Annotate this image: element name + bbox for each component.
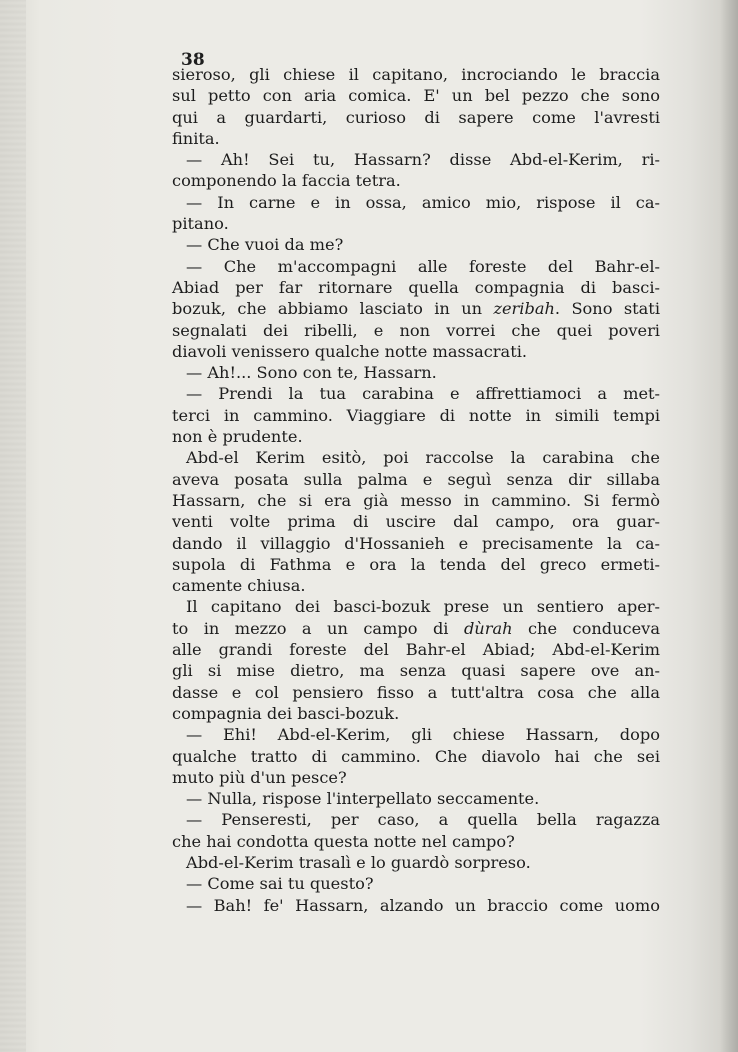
text-line: — In carne e in ossa, amico mio, rispose il ca- [186,192,660,212]
text-line: finita. [172,128,220,148]
text-line: qui a guardarti, curioso di sapere come l'avresti [172,107,660,127]
text-line: Hassarn, che si era già messo in cammino. Si fermò [172,490,660,510]
text-line: supola di Fathma e ora la tenda del greco ermeti- [172,554,660,574]
text-line: — Ah! Sei tu, Hassarn? disse Abd-el-Kerim, ri- [186,150,660,170]
page-number: 38 [181,50,205,70]
text-line: — Bah! fe' Hassarn, alzando un braccio come uomo [186,895,660,915]
text-line: camente chiusa. [172,576,306,596]
text-line: Il capitano dei basci-bozuk prese un sentiero aper- [186,597,660,617]
text-line: aveva posata sulla palma e seguì senza dir sillaba [172,469,660,489]
text-line: — Nulla, rispose l'interpellato seccamente. [186,789,540,809]
text-line: dasse e col pensiero fisso a tutt'altra cosa che alla [172,682,660,702]
text-line: venti volte prima di uscire dal campo, ora guar- [172,512,660,532]
text-line: che hai condotta questa notte nel campo? [172,831,515,851]
text-line: pitano. [172,214,229,234]
text-line: terci in cammino. Viaggiare di notte in simili tempi [172,405,660,425]
text-line: segnalati dei ribelli, e non vorrei che quei poveri [172,320,660,340]
text-line: diavoli venissero qualche notte massacrati. [172,341,528,361]
text-line: non è prudente. [172,427,303,447]
text-line: — Penseresti, per caso, a quella bella ragazza [186,810,660,830]
text-line: dando il villaggio d'Hossanieh e precisamente la ca- [172,533,660,553]
text-line: sul petto con aria comica. E' un bel pezzo che sono [172,86,660,106]
text-line: muto più d'un pesce? [172,767,347,787]
text-line: qualche tratto di cammino. Che diavolo hai che sei [172,746,660,766]
body-text [172,64,660,916]
text-line: Abd-el-Kerim trasalì e lo guardò sorpreso. [186,852,531,872]
page-binding-shadow [0,0,26,1052]
text-line: compagnia dei basci-bozuk. [172,703,400,723]
text-line: — Prendi la tua carabina e affrettiamoci a met- [186,384,660,404]
text-line: — Ehi! Abd-el-Kerim, gli chiese Hassarn, dopo [186,725,660,745]
text-line: sieroso, gli chiese il capitano, incrociando le braccia [172,65,660,84]
page-edge-shadow [720,0,738,1052]
text-line: componendo la faccia tetra. [172,171,401,191]
text-line: — Che vuoi da me? [186,235,344,255]
text-line: bozuk, che abbiamo lasciato in un zeribah. Sono stati [172,299,660,319]
text-line: — Che m'accompagni alle foreste del Bahr-el- [186,256,660,276]
text-line: alle grandi foreste del Bahr-el Abiad; Abd-el-Kerim [172,640,660,660]
text-line: — Come sai tu questo? [186,874,374,894]
text-line: to in mezzo a un campo di dùrah che conduceva [172,618,660,638]
text-line: gli si mise dietro, ma senza quasi sapere ove an- [172,661,660,681]
text-line: Abd-el Kerim esitò, poi raccolse la carabina che [186,448,660,468]
text-line: Abiad per far ritornare quella compagnia di basci- [172,277,660,297]
text-line: — Ah!... Sono con te, Hassarn. [186,363,437,383]
